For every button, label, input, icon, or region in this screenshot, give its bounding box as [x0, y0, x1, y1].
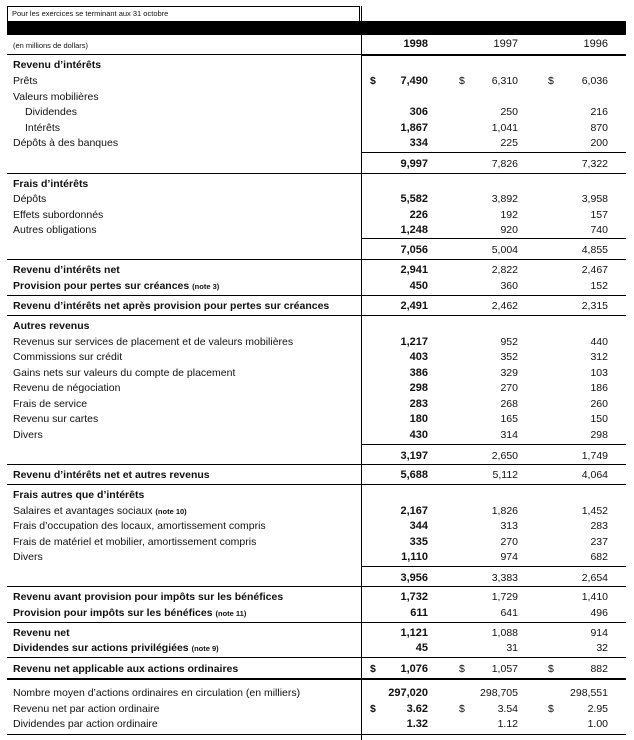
period-note: Pour les exercices se terminant aux 31 octobre	[12, 9, 169, 18]
value-1997: 2,822	[491, 264, 518, 276]
row-label-text: Revenu avant provision pour impôts sur les bénéfices	[13, 591, 284, 603]
row-label	[13, 178, 88, 190]
value-1996: 216	[590, 106, 608, 118]
value-1996: 1,452	[581, 505, 608, 517]
table-row	[0, 243, 634, 259]
table-row	[0, 504, 634, 520]
value-1998: 9,997	[400, 158, 428, 170]
value-1998: 403	[409, 351, 428, 363]
value-1997: 268	[500, 398, 518, 410]
year-header-1997: 1997	[493, 38, 518, 50]
value-1997: 2,650	[491, 450, 518, 462]
row-label-text: Autres revenus	[13, 320, 90, 332]
row-label	[13, 367, 235, 379]
row-label-text: Dividendes par action ordinaire	[13, 718, 158, 730]
row-label-text: Frais de service	[13, 398, 88, 410]
row-label-text: Revenus sur services de placement et de valeurs mobilières	[13, 336, 294, 348]
row-label-text: Revenu d’intérêts net après provision pour pertes sur créances	[13, 300, 330, 312]
rule	[361, 444, 626, 445]
row-label	[13, 687, 300, 699]
rule	[7, 657, 626, 658]
value-1998: 283	[409, 398, 428, 410]
row-label-text: Dividendes sur actions privilégiées	[13, 642, 189, 654]
rule	[7, 295, 626, 296]
value-1997: 974	[500, 551, 518, 563]
table-row	[0, 641, 634, 657]
value-1997: 329	[500, 367, 518, 379]
value-1996: 1.00	[587, 718, 608, 730]
value-1998: 430	[409, 429, 428, 441]
value-1998: 1,248	[400, 224, 428, 236]
value-1998: 1,110	[401, 551, 428, 563]
value-1996: 283	[590, 520, 608, 532]
value-1998: 1,217	[400, 336, 428, 348]
row-note: (note 11)	[215, 609, 247, 618]
rule	[7, 259, 626, 260]
value-1996: 2,654	[581, 572, 608, 584]
table-row	[0, 571, 634, 587]
value-1997: 7,826	[491, 158, 518, 170]
value-1996: 260	[590, 398, 608, 410]
value-1997: 2,462	[491, 300, 518, 312]
currency-symbol: $	[370, 75, 376, 87]
rule	[7, 484, 626, 485]
table-row	[0, 606, 634, 622]
row-label	[13, 137, 118, 149]
rule	[361, 566, 626, 567]
value-1998: 1,732	[400, 591, 428, 603]
value-1996: 3,958	[581, 193, 608, 205]
value-1997: 250	[500, 106, 518, 118]
currency-symbol: $	[459, 75, 465, 87]
value-1996: 157	[590, 209, 608, 221]
table-row	[0, 299, 634, 315]
row-label	[13, 351, 122, 363]
value-1997: 5,004	[491, 244, 518, 256]
row-label-text: Effets subordonnés	[13, 209, 104, 221]
table-row	[0, 105, 634, 121]
row-note: (note 10)	[155, 507, 187, 516]
table-row	[0, 319, 634, 335]
value-1997: 3,383	[491, 572, 518, 584]
value-1997: 192	[500, 209, 518, 221]
row-label-text: Revenu d’intérêts	[13, 59, 102, 71]
rule	[7, 54, 361, 55]
value-1996: 882	[590, 663, 608, 675]
row-label	[13, 280, 219, 292]
value-1998: 226	[409, 209, 428, 221]
value-1996: 4,855	[581, 244, 608, 256]
table-row	[0, 412, 634, 428]
value-1996: 2,315	[581, 300, 608, 312]
row-label-text: Revenu d’intérêts net et autres revenus	[13, 469, 210, 481]
table-row	[0, 136, 634, 152]
value-1996: 103	[590, 367, 608, 379]
table-row	[0, 488, 634, 504]
table-row	[0, 428, 634, 444]
value-1998: 1,867	[400, 122, 428, 134]
value-1997: 3,892	[491, 193, 518, 205]
row-label-text: Frais d’intérêts	[13, 178, 89, 190]
rule	[7, 173, 626, 174]
period-note-box	[7, 6, 360, 22]
row-label-text: Provision pour impôts sur les bénéfices	[13, 607, 213, 619]
row-label	[13, 429, 43, 441]
value-1997: 165	[500, 413, 518, 425]
table-row	[0, 350, 634, 366]
value-1997: 314	[500, 429, 518, 441]
table-row	[0, 702, 634, 718]
rule	[7, 734, 626, 735]
row-label	[13, 209, 103, 221]
table-row	[0, 263, 634, 279]
value-1996: 150	[590, 413, 608, 425]
row-label	[13, 300, 329, 312]
table-row	[0, 535, 634, 551]
table-row	[0, 686, 634, 702]
row-label-text: Revenu net par action ordinaire	[13, 703, 160, 715]
value-1996: 740	[590, 224, 608, 236]
value-1997: 1,088	[491, 627, 518, 639]
value-1998: 45	[415, 642, 428, 654]
value-1998: 386	[409, 367, 428, 379]
value-1998: 298	[409, 382, 428, 394]
row-label-text: Salaires et avantages sociaux	[13, 505, 153, 517]
header-bar	[7, 21, 626, 35]
value-1998: 297,020	[388, 687, 428, 699]
table-row	[0, 468, 634, 484]
row-label	[13, 59, 101, 71]
row-label	[13, 607, 246, 619]
rule	[361, 54, 626, 56]
value-1998: 344	[409, 520, 428, 532]
row-label	[13, 336, 293, 348]
table-row	[0, 717, 634, 733]
value-1997: 3.54	[497, 703, 518, 715]
row-label	[13, 75, 38, 87]
value-1996: 186	[590, 382, 608, 394]
row-label	[13, 413, 98, 425]
value-1997: 360	[500, 280, 518, 292]
row-label	[13, 642, 219, 654]
row-label	[13, 382, 120, 394]
table-row	[0, 397, 634, 413]
year-header-1998: 1998	[403, 38, 428, 50]
row-note: (note 9)	[191, 644, 219, 653]
row-label-text: Revenu d’intérêts net	[13, 264, 120, 276]
value-1997: 270	[500, 536, 518, 548]
row-label	[25, 122, 60, 134]
table-row	[0, 223, 634, 239]
row-label-text: Dividendes	[25, 106, 77, 118]
value-1997: 641	[500, 607, 518, 619]
table-row	[0, 208, 634, 224]
value-1996: 200	[590, 137, 608, 149]
row-label-text: Revenu net	[13, 627, 70, 639]
row-label	[13, 536, 256, 548]
rule	[7, 622, 626, 623]
value-1998: 611	[410, 607, 428, 619]
value-1996: 682	[590, 551, 608, 563]
table-row	[0, 279, 634, 295]
row-label-text: Autres obligations	[13, 224, 97, 236]
year-header-1996: 1996	[583, 38, 608, 50]
value-1998: 2,491	[400, 300, 428, 312]
row-label	[13, 193, 46, 205]
value-1996: 2.95	[587, 703, 608, 715]
value-1998: 3,956	[400, 572, 428, 584]
row-label	[25, 106, 77, 118]
value-1997: 352	[500, 351, 518, 363]
value-1997: 952	[500, 336, 518, 348]
value-1998: 5,688	[400, 469, 428, 481]
value-1997: 270	[500, 382, 518, 394]
value-1997: 5,112	[492, 469, 518, 481]
value-1998: 5,582	[400, 193, 428, 205]
row-label	[13, 489, 144, 501]
row-label	[13, 703, 160, 715]
value-1998: 1,076	[400, 663, 428, 675]
row-label	[13, 224, 96, 236]
value-1997: 31	[506, 642, 518, 654]
table-row	[0, 90, 634, 106]
value-1997: 6,310	[491, 75, 518, 87]
value-1998: 1.32	[406, 718, 428, 730]
value-1996: 496	[590, 607, 608, 619]
value-1998: 450	[409, 280, 428, 292]
row-label-text: Revenu sur cartes	[13, 413, 99, 425]
row-label	[13, 551, 43, 563]
value-1996: 440	[590, 336, 608, 348]
currency-symbol: $	[548, 75, 554, 87]
value-1996: 152	[590, 280, 608, 292]
row-label	[13, 91, 99, 103]
value-1997: 298,705	[480, 687, 518, 699]
value-1998: 334	[409, 137, 428, 149]
value-1996: 7,322	[581, 158, 608, 170]
value-1996: 298	[590, 429, 608, 441]
row-label	[13, 591, 283, 603]
table-row	[0, 177, 634, 193]
row-label-text: Commissions sur crédit	[13, 351, 123, 363]
value-1996: 298,551	[570, 687, 608, 699]
value-1998: 1,121	[400, 627, 428, 639]
value-1998: 306	[409, 106, 428, 118]
currency-symbol: $	[370, 703, 376, 715]
value-1998: 7,056	[400, 244, 428, 256]
currency-symbol: $	[548, 663, 554, 675]
currency-symbol: $	[459, 663, 465, 675]
table-row	[0, 550, 634, 566]
table-row	[0, 192, 634, 208]
table-row	[0, 335, 634, 351]
table-row	[0, 58, 634, 74]
table-row	[0, 662, 634, 678]
row-note: (note 3)	[192, 282, 220, 291]
value-1998: 2,941	[400, 264, 428, 276]
table-row	[0, 590, 634, 606]
value-1996: 4,064	[581, 469, 608, 481]
table-row	[0, 366, 634, 382]
row-label-text: Nombre moyen d’actions ordinaires en circulation (en milliers)	[13, 687, 301, 699]
value-1997: 313	[500, 520, 518, 532]
value-1997: 1.12	[497, 718, 518, 730]
table-row	[0, 626, 634, 642]
value-1997: 1,057	[491, 663, 518, 675]
value-1997: 1,729	[491, 591, 518, 603]
row-label	[13, 469, 210, 481]
value-1996: 237	[590, 536, 608, 548]
row-label-text: Frais de matériel et mobilier, amortissement compris	[13, 536, 257, 548]
value-1998: 7,490	[400, 75, 428, 87]
currency-symbol: $	[459, 703, 465, 715]
row-label-text: Provision pour pertes sur créances	[13, 280, 190, 292]
value-1997: 1,041	[491, 122, 518, 134]
table-row	[0, 121, 634, 137]
row-label-text: Divers	[13, 551, 43, 563]
currency-symbol: $	[370, 663, 376, 675]
value-1998: 180	[409, 413, 428, 425]
table-row	[0, 449, 634, 465]
value-1997: 225	[500, 137, 518, 149]
value-1996: 1,749	[581, 450, 608, 462]
row-label-text: Revenu net applicable aux actions ordinaires	[13, 663, 239, 675]
value-1996: 6,036	[581, 75, 608, 87]
row-label	[13, 627, 70, 639]
row-label	[13, 398, 87, 410]
value-1998: 3.62	[406, 703, 428, 715]
value-1996: 870	[590, 122, 608, 134]
value-1996: 312	[590, 351, 608, 363]
table-row	[0, 519, 634, 535]
currency-symbol: $	[548, 703, 554, 715]
table-row	[0, 157, 634, 173]
value-1997: 1,826	[491, 505, 518, 517]
value-1998: 335	[409, 536, 428, 548]
row-label-text: Intérêts	[25, 122, 61, 134]
row-label-text: Prêts	[13, 75, 38, 87]
row-label	[13, 718, 158, 730]
value-1996: 1,410	[581, 591, 608, 603]
row-label-text: Gains nets sur valeurs du compte de placement	[13, 367, 236, 379]
row-label-text: Divers	[13, 429, 43, 441]
row-label	[13, 264, 120, 276]
row-label-text: Revenu de négociation	[13, 382, 121, 394]
row-label	[13, 320, 89, 332]
row-label	[13, 520, 266, 532]
table-row	[0, 381, 634, 397]
row-label-text: Dépôts	[13, 193, 47, 205]
row-label-text: Valeurs mobilières	[13, 91, 99, 103]
table-row	[0, 74, 634, 90]
value-1998: 3,197	[400, 450, 428, 462]
rule	[7, 315, 626, 316]
row-label-text: Frais autres que d’intérêts	[13, 489, 145, 501]
row-label-text: Frais d’occupation des locaux, amortissement compris	[13, 520, 266, 532]
value-1996: 2,467	[581, 264, 608, 276]
value-1996: 32	[596, 642, 608, 654]
row-label	[13, 505, 187, 517]
value-1996: 914	[590, 627, 608, 639]
rule	[361, 152, 626, 153]
value-1997: 920	[500, 224, 518, 236]
row-label-text: Dépôts à des banques	[13, 137, 119, 149]
value-1998: 2,167	[400, 505, 428, 517]
row-label	[13, 663, 238, 675]
rule	[7, 678, 626, 680]
units-label: (en millions de dollars)	[13, 41, 89, 50]
